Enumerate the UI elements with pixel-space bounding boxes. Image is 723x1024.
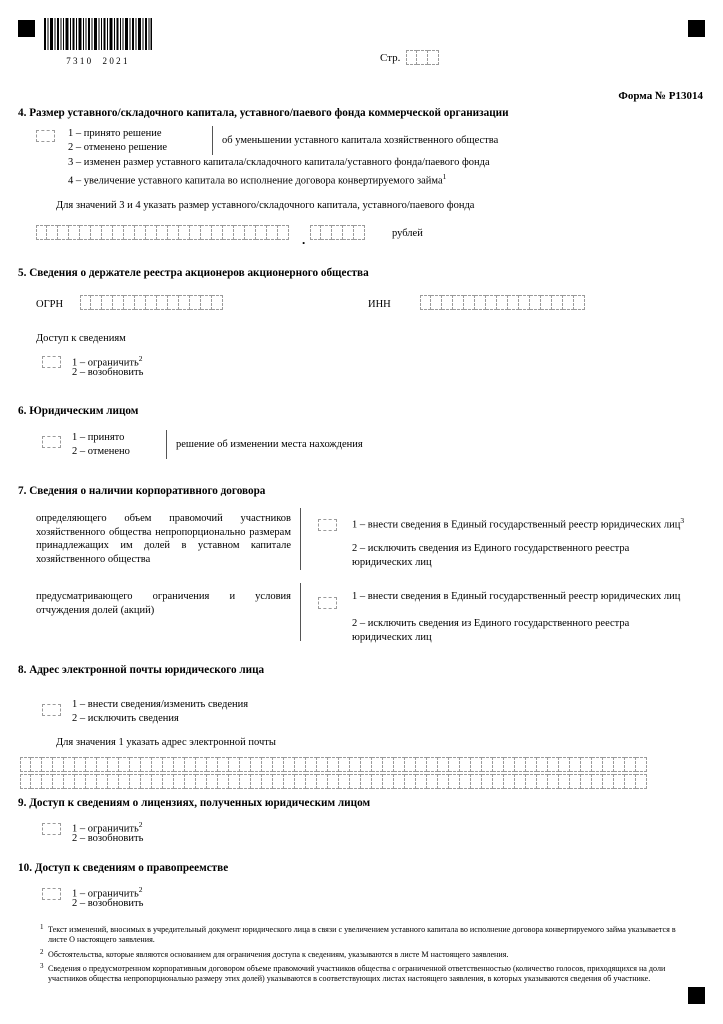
section-5-title: 5. Сведения о держателе реестра акционеров акционерного общества bbox=[18, 267, 369, 279]
cell[interactable] bbox=[428, 50, 439, 65]
footnote-2-text: Обстоятельства, которые являются основанием для ограничения доступа к сведениям, указываются в листе М настоящего заявления. bbox=[48, 949, 509, 959]
footnote-ref-1: 1 bbox=[442, 172, 447, 181]
inn-cells[interactable] bbox=[420, 295, 585, 310]
section-10-title: 10. Доступ к сведениям о правопреемстве bbox=[18, 862, 229, 874]
cell[interactable] bbox=[113, 295, 124, 310]
cell[interactable] bbox=[486, 295, 497, 310]
cell[interactable] bbox=[317, 774, 328, 789]
cell[interactable] bbox=[460, 757, 471, 772]
cell[interactable] bbox=[284, 757, 295, 772]
cell[interactable] bbox=[361, 757, 372, 772]
section-4-title: 4. Размер уставного/складочного капитала, уставного/паевого фонда коммерческой организации bbox=[18, 107, 509, 119]
cell[interactable] bbox=[372, 774, 383, 789]
cell[interactable] bbox=[207, 757, 218, 772]
cell[interactable] bbox=[42, 757, 53, 772]
page-number-cells[interactable] bbox=[406, 50, 439, 65]
section-8-checkbox[interactable] bbox=[42, 704, 61, 716]
section-7-block-2-checkbox[interactable] bbox=[318, 597, 337, 609]
section-9-option-1-label: 1 – ограничить bbox=[72, 823, 139, 835]
cell[interactable] bbox=[196, 757, 207, 772]
cell[interactable] bbox=[497, 295, 508, 310]
cell[interactable] bbox=[31, 757, 42, 772]
section-5-access-label: Доступ к сведениям bbox=[36, 333, 126, 344]
footnote-2-number: 2 bbox=[40, 947, 44, 956]
cell[interactable] bbox=[190, 225, 201, 240]
email-cells-row-1[interactable] bbox=[20, 757, 647, 772]
cell[interactable] bbox=[174, 757, 185, 772]
section-7-right-block-2-option-1: 1 – внести сведения в Единый государственный реестр юридических лиц bbox=[352, 591, 681, 602]
cell[interactable] bbox=[240, 774, 251, 789]
section-6-right-note: решение об изменении места нахождения bbox=[176, 439, 363, 450]
cell[interactable] bbox=[146, 225, 157, 240]
footnote-2 bbox=[40, 947, 690, 960]
footnote-1-text: Текст изменений, вносимых в учредительный документ юридического лица в связи с увеличением уставного капитала во исполнение договора конвертируемого займа указывается в листе О настоящего заявления. bbox=[48, 925, 676, 945]
section-9-option-2: 2 – возобновить bbox=[72, 833, 144, 844]
cell[interactable] bbox=[135, 225, 146, 240]
divider bbox=[166, 430, 167, 459]
section-9-checkbox[interactable] bbox=[42, 823, 61, 835]
cell[interactable] bbox=[124, 295, 135, 310]
cell[interactable] bbox=[614, 757, 625, 772]
cell[interactable] bbox=[218, 757, 229, 772]
cell[interactable] bbox=[394, 774, 405, 789]
section-7-left-block-2: предусматривающего ограничения и условия отчуждения долей (акций) bbox=[36, 591, 291, 616]
section-4-right-note: об уменьшении уставного капитала хозяйственного общества bbox=[222, 135, 499, 146]
cell[interactable] bbox=[190, 295, 201, 310]
cell[interactable] bbox=[58, 225, 69, 240]
cell[interactable] bbox=[332, 225, 343, 240]
cell[interactable] bbox=[64, 757, 75, 772]
cell[interactable] bbox=[526, 757, 537, 772]
cell[interactable] bbox=[306, 774, 317, 789]
section-5-option-2: 2 – возобновить bbox=[72, 367, 144, 378]
cell[interactable] bbox=[135, 295, 146, 310]
section-7-right-block-2-option-2: 2 – исключить сведения из Единого государственного реестра юридических лиц bbox=[352, 618, 630, 643]
cell[interactable] bbox=[229, 774, 240, 789]
cell[interactable] bbox=[256, 225, 267, 240]
form-code: Форма № Р13014 bbox=[618, 90, 703, 102]
cell[interactable] bbox=[163, 774, 174, 789]
cell[interactable] bbox=[504, 757, 515, 772]
cell[interactable] bbox=[295, 774, 306, 789]
cell[interactable] bbox=[86, 774, 97, 789]
section-6-option-2: 2 – отменено bbox=[72, 446, 130, 457]
cell[interactable] bbox=[119, 757, 130, 772]
cell[interactable] bbox=[537, 774, 548, 789]
cell[interactable] bbox=[141, 757, 152, 772]
section-7-right-block-1-option-1-label: 1 – внести сведения в Единый государственный реестр юридических лиц bbox=[352, 519, 681, 531]
cell[interactable] bbox=[350, 757, 361, 772]
cell[interactable] bbox=[80, 295, 91, 310]
section-8-email-note: Для значения 1 указать адрес электронной почты bbox=[56, 737, 276, 748]
cell[interactable] bbox=[141, 774, 152, 789]
section-5-option-1-label: 1 – ограничить bbox=[72, 357, 139, 369]
cell[interactable] bbox=[229, 757, 240, 772]
cell[interactable] bbox=[20, 757, 31, 772]
registration-mark-top-right bbox=[688, 20, 705, 37]
divider bbox=[300, 508, 301, 570]
ogrn-label: ОГРН bbox=[36, 299, 64, 310]
section-8-option-1: 1 – внести сведения/изменить сведения bbox=[72, 699, 249, 710]
cell[interactable] bbox=[97, 757, 108, 772]
cell[interactable] bbox=[361, 774, 372, 789]
footnotes bbox=[40, 925, 690, 988]
cell[interactable] bbox=[383, 774, 394, 789]
registration-mark-top-left bbox=[18, 20, 35, 37]
decimal-separator: . bbox=[302, 232, 306, 247]
cell[interactable] bbox=[47, 225, 58, 240]
cell[interactable] bbox=[339, 774, 350, 789]
cell[interactable] bbox=[328, 774, 339, 789]
cell[interactable] bbox=[53, 774, 64, 789]
cell[interactable] bbox=[343, 225, 354, 240]
cell[interactable] bbox=[614, 774, 625, 789]
section-4-amount-integer-cells[interactable] bbox=[36, 225, 289, 240]
cell[interactable] bbox=[431, 295, 442, 310]
cell[interactable] bbox=[515, 757, 526, 772]
cell[interactable] bbox=[267, 225, 278, 240]
section-7-right-block-1-option-1 bbox=[352, 514, 692, 532]
cell[interactable] bbox=[201, 225, 212, 240]
cell[interactable] bbox=[31, 774, 42, 789]
cell[interactable] bbox=[174, 774, 185, 789]
cell[interactable] bbox=[75, 757, 86, 772]
cell[interactable] bbox=[570, 774, 581, 789]
cell[interactable] bbox=[438, 757, 449, 772]
cell[interactable] bbox=[185, 757, 196, 772]
section-8-option-2: 2 – исключить сведения bbox=[72, 713, 179, 724]
cell[interactable] bbox=[163, 757, 174, 772]
cell[interactable] bbox=[262, 757, 273, 772]
cell[interactable] bbox=[273, 757, 284, 772]
cell[interactable] bbox=[240, 757, 251, 772]
email-cells-row-2[interactable] bbox=[20, 774, 647, 789]
cell[interactable] bbox=[482, 757, 493, 772]
cell[interactable] bbox=[636, 774, 647, 789]
cell[interactable] bbox=[295, 757, 306, 772]
section-7-block-1-checkbox[interactable] bbox=[318, 519, 337, 531]
cell[interactable] bbox=[102, 295, 113, 310]
cell[interactable] bbox=[416, 757, 427, 772]
cell[interactable] bbox=[53, 757, 64, 772]
section-7-left-block-1: определяющего объем правомочий участников хозяйственного общества непропорционально размерам принадлежащих им долей в уставном капитале хозяйственного общества bbox=[36, 513, 291, 565]
cell[interactable] bbox=[20, 774, 31, 789]
cell[interactable] bbox=[168, 225, 179, 240]
section-4-amount-fraction-cells[interactable] bbox=[310, 225, 365, 240]
cell[interactable] bbox=[581, 757, 592, 772]
cell[interactable] bbox=[482, 774, 493, 789]
cell[interactable] bbox=[102, 225, 113, 240]
section-4-option-1: 1 – принято решение bbox=[68, 128, 162, 139]
cell[interactable] bbox=[42, 774, 53, 789]
cell[interactable] bbox=[86, 757, 97, 772]
cell[interactable] bbox=[548, 757, 559, 772]
cell[interactable] bbox=[526, 774, 537, 789]
cell[interactable] bbox=[201, 295, 212, 310]
section-5-checkbox[interactable] bbox=[42, 356, 61, 368]
cell[interactable] bbox=[179, 295, 190, 310]
cell[interactable] bbox=[460, 774, 471, 789]
section-7-right-block-1-option-2: 2 – исключить сведения из Единого государственного реестра юридических лиц bbox=[352, 543, 630, 568]
barcode bbox=[44, 18, 152, 54]
cell[interactable] bbox=[464, 295, 475, 310]
cell[interactable] bbox=[417, 50, 428, 65]
section-10-option-2: 2 – возобновить bbox=[72, 898, 144, 909]
cell[interactable] bbox=[212, 225, 223, 240]
section-9-title: 9. Доступ к сведениям о лицензиях, полученных юридическим лицом bbox=[18, 797, 371, 809]
cell[interactable] bbox=[552, 295, 563, 310]
section-6-title: 6. Юридическим лицом bbox=[18, 405, 139, 417]
cell[interactable] bbox=[212, 295, 223, 310]
divider bbox=[300, 583, 301, 641]
cell[interactable] bbox=[537, 757, 548, 772]
cell[interactable] bbox=[574, 295, 585, 310]
cell[interactable] bbox=[207, 774, 218, 789]
cell[interactable] bbox=[251, 757, 262, 772]
cell[interactable] bbox=[504, 774, 515, 789]
cell[interactable] bbox=[449, 757, 460, 772]
inn-label: ИНН bbox=[368, 299, 391, 310]
section-6-option-1: 1 – принято bbox=[72, 432, 125, 443]
cell[interactable] bbox=[36, 225, 47, 240]
cell[interactable] bbox=[581, 774, 592, 789]
cell[interactable] bbox=[449, 774, 460, 789]
section-6-checkbox[interactable] bbox=[42, 436, 61, 448]
section-10-option-1-label: 1 – ограничить bbox=[72, 888, 139, 900]
cell[interactable] bbox=[80, 225, 91, 240]
cell[interactable] bbox=[592, 774, 603, 789]
cell[interactable] bbox=[306, 757, 317, 772]
cell[interactable] bbox=[310, 225, 321, 240]
cell[interactable] bbox=[168, 295, 179, 310]
section-4-checkbox[interactable] bbox=[36, 130, 55, 142]
cell[interactable] bbox=[563, 295, 574, 310]
section-4-option-4-label: 4 – увеличение уставного капитала во исполнение договора конвертируемого займа bbox=[68, 175, 443, 187]
cell[interactable] bbox=[406, 50, 417, 65]
cell[interactable] bbox=[530, 295, 541, 310]
cell[interactable] bbox=[130, 774, 141, 789]
cell[interactable] bbox=[383, 757, 394, 772]
cell[interactable] bbox=[405, 757, 416, 772]
cell[interactable] bbox=[157, 295, 168, 310]
registration-mark-bottom-right bbox=[688, 987, 705, 1004]
footnote-ref-3: 3 bbox=[680, 516, 685, 525]
cell[interactable] bbox=[420, 295, 431, 310]
section-4-currency-label: рублей bbox=[392, 228, 423, 239]
cell[interactable] bbox=[350, 774, 361, 789]
cell[interactable] bbox=[196, 774, 207, 789]
cell[interactable] bbox=[91, 295, 102, 310]
cell[interactable] bbox=[372, 757, 383, 772]
cell[interactable] bbox=[328, 757, 339, 772]
cell[interactable] bbox=[245, 225, 256, 240]
cell[interactable] bbox=[625, 757, 636, 772]
page-number-label: Стр. bbox=[380, 51, 401, 64]
footnote-ref-2: 2 bbox=[138, 820, 143, 829]
cell[interactable] bbox=[438, 774, 449, 789]
cell[interactable] bbox=[321, 225, 332, 240]
cell[interactable] bbox=[284, 774, 295, 789]
cell[interactable] bbox=[493, 774, 504, 789]
cell[interactable] bbox=[130, 757, 141, 772]
cell[interactable] bbox=[234, 225, 245, 240]
cell[interactable] bbox=[603, 757, 614, 772]
cell[interactable] bbox=[559, 774, 570, 789]
cell[interactable] bbox=[64, 774, 75, 789]
cell[interactable] bbox=[113, 225, 124, 240]
section-4-amount-note: Для значений 3 и 4 указать размер уставного/складочного капитала, уставного/паевого фонда bbox=[56, 200, 475, 211]
cell[interactable] bbox=[185, 774, 196, 789]
cell[interactable] bbox=[416, 774, 427, 789]
cell[interactable] bbox=[570, 757, 581, 772]
cell[interactable] bbox=[592, 757, 603, 772]
section-8-title: 8. Адрес электронной почты юридического лица bbox=[18, 664, 265, 676]
divider bbox=[212, 126, 213, 155]
cell[interactable] bbox=[179, 225, 190, 240]
section-10-checkbox[interactable] bbox=[42, 888, 61, 900]
cell[interactable] bbox=[508, 295, 519, 310]
cell[interactable] bbox=[317, 757, 328, 772]
cell[interactable] bbox=[278, 225, 289, 240]
cell[interactable] bbox=[541, 295, 552, 310]
cell[interactable] bbox=[471, 757, 482, 772]
cell[interactable] bbox=[124, 225, 135, 240]
cell[interactable] bbox=[273, 774, 284, 789]
cell[interactable] bbox=[427, 757, 438, 772]
cell[interactable] bbox=[119, 774, 130, 789]
cell[interactable] bbox=[559, 757, 570, 772]
footnote-3-number: 3 bbox=[40, 961, 44, 970]
cell[interactable] bbox=[442, 295, 453, 310]
cell[interactable] bbox=[427, 774, 438, 789]
cell[interactable] bbox=[146, 295, 157, 310]
cell[interactable] bbox=[519, 295, 530, 310]
cell[interactable] bbox=[471, 774, 482, 789]
cell[interactable] bbox=[515, 774, 526, 789]
cell[interactable] bbox=[152, 757, 163, 772]
footnote-3 bbox=[40, 961, 690, 985]
cell[interactable] bbox=[339, 757, 350, 772]
section-4-option-2: 2 – отменено решение bbox=[68, 142, 168, 153]
cell[interactable] bbox=[405, 774, 416, 789]
footnote-1-number: 1 bbox=[40, 923, 44, 931]
section-4-option-3: 3 – изменен размер уставного капитала/складочного капитала/уставного фонда/паевого фонда bbox=[68, 157, 490, 168]
footnote-ref-2: 2 bbox=[138, 885, 143, 894]
footnote-ref-2: 2 bbox=[138, 354, 143, 363]
section-4-option-4 bbox=[68, 170, 446, 189]
cell[interactable] bbox=[108, 774, 119, 789]
cell[interactable] bbox=[97, 774, 108, 789]
cell[interactable] bbox=[548, 774, 559, 789]
cell[interactable] bbox=[475, 295, 486, 310]
cell[interactable] bbox=[354, 225, 365, 240]
cell[interactable] bbox=[453, 295, 464, 310]
barcode-digits: 7310 2021 bbox=[66, 56, 130, 66]
cell[interactable] bbox=[108, 757, 119, 772]
cell[interactable] bbox=[223, 225, 234, 240]
cell[interactable] bbox=[394, 757, 405, 772]
cell[interactable] bbox=[625, 774, 636, 789]
cell[interactable] bbox=[69, 225, 80, 240]
ogrn-cells[interactable] bbox=[80, 295, 223, 310]
cell[interactable] bbox=[91, 225, 102, 240]
cell[interactable] bbox=[75, 774, 86, 789]
footnote-3-text: Сведения о предусмотренном корпоративным договором объеме правомочий участников общества с ограниченной ответственностью (количество голосов, приходящихся на доли участников общества непропорционально размеру этих долей) указываются в соответствующих листах настоящего заявления, в которых указываются сведения об участнике. bbox=[48, 963, 666, 984]
cell[interactable] bbox=[493, 757, 504, 772]
cell[interactable] bbox=[251, 774, 262, 789]
cell[interactable] bbox=[636, 757, 647, 772]
cell[interactable] bbox=[262, 774, 273, 789]
cell[interactable] bbox=[152, 774, 163, 789]
section-7-title: 7. Сведения о наличии корпоративного договора bbox=[18, 485, 266, 497]
cell[interactable] bbox=[218, 774, 229, 789]
footnote-1 bbox=[40, 925, 690, 946]
cell[interactable] bbox=[157, 225, 168, 240]
page-number-field[interactable] bbox=[380, 50, 439, 65]
cell[interactable] bbox=[603, 774, 614, 789]
